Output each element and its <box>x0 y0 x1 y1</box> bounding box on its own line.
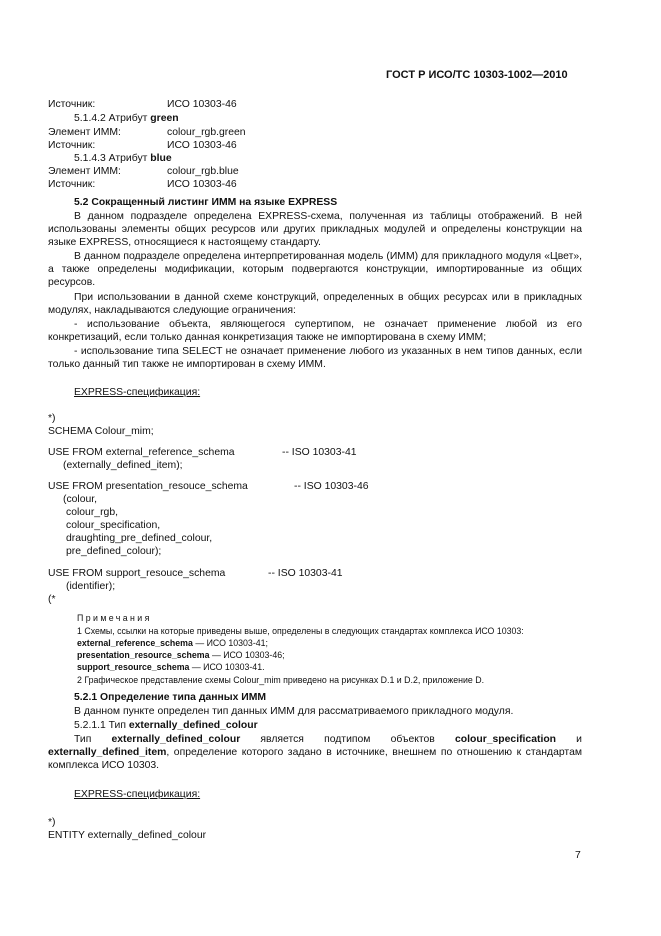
source-label: Источник: <box>48 140 96 151</box>
paragraph: В данном пункте определен тип данных ИММ для рассматриваемого прикладного модуля. <box>74 706 514 717</box>
attr-green-num: 5.1.4.2 <box>74 113 106 124</box>
code-line: draughting_pre_defined_colour, <box>66 533 213 544</box>
paragraph: В данном подразделе определена интерпретированная модель (ИММ) для прикладного модуля «Цвет», а также определены модификации, которым подвергаются конструкции, импортированные из общих ресурсов. <box>48 251 582 289</box>
note-1: 1 Схемы, ссылки на которые приведены выше, определены в следующих стандартах комплекса ИСО 10303: <box>77 626 524 636</box>
subsection-title: 5.2.1.1 Тип externally_defined_colour <box>74 720 258 731</box>
list-item: - использование типа SELECT не означает применение любого из указанных в нем типов данных, если только данный тип также не импортирован в схему ИММ. <box>48 346 582 371</box>
express-spec-label: EXPRESS-спецификация: <box>74 789 201 800</box>
source-label: Источник: <box>48 179 96 190</box>
code-line: (externally_defined_item); <box>63 460 183 471</box>
code-line: ENTITY externally_defined_colour <box>48 830 207 841</box>
paragraph: Тип externally_defined_colour является подтипом объектов colour_specification и externally_defined_item, определение которого задано в источнике, внешнем по отношению к стандартам комплекса ИСО 10303. <box>48 734 582 772</box>
code-line: *) <box>48 413 56 424</box>
note-ref: presentation_resource_schema — ИСО 10303-46; <box>77 650 285 660</box>
code-line: USE FROM presentation_resouce_schema <box>48 481 248 492</box>
section-title: 5.2 Сокращенный листинг ИММ на языке EXPRESS <box>74 197 338 208</box>
source-value: ИСО 10303-46 <box>167 99 237 110</box>
source-value: ИСО 10303-46 <box>167 140 237 151</box>
attr-green-heading <box>74 112 179 125</box>
element-label: Элемент ИММ: <box>48 127 121 138</box>
note-ref: external_reference_schema — ИСО 10303-41; <box>77 638 268 648</box>
note-2: 2 Графическое представление схемы Colour_mim приведено на рисунках D.1 и D.2, приложение D. <box>77 675 485 685</box>
section-title: 5.2.1 Определение типа данных ИММ <box>74 692 267 703</box>
code-line: colour_specification, <box>66 520 161 531</box>
code-line: pre_defined_colour); <box>66 546 162 557</box>
notes-title: Примечания <box>77 613 152 623</box>
element-label: Элемент ИММ: <box>48 166 121 177</box>
attr-blue-heading <box>74 152 172 165</box>
attr-blue-word: Атрибут <box>108 153 148 164</box>
code-comment: -- ISO 10303-41 <box>282 447 357 458</box>
code-comment: -- ISO 10303-46 <box>294 481 369 492</box>
attr-blue-num: 5.1.4.3 <box>74 153 106 164</box>
code-line: SCHEMA Colour_mim; <box>48 426 154 437</box>
code-line: USE FROM support_resouce_schema <box>48 568 226 579</box>
attr-blue-value: colour_rgb.blue <box>167 166 239 177</box>
list-item: - использование объекта, являющегося супертипом, не означает применение любой из его конкретизаций, если только данная конкретизация также не импортирована в схему ИММ; <box>48 319 582 344</box>
source-value: ИСО 10303-46 <box>167 179 237 190</box>
note-ref: support_resource_schema — ИСО 10303-41. <box>77 662 265 672</box>
code-line: *) <box>48 817 56 828</box>
code-line: colour_rgb, <box>66 507 118 518</box>
attr-blue-name: blue <box>150 153 172 164</box>
paragraph: В данном подразделе определена EXPRESS-схема, полученная из таблицы отображений. В ней использованы элементы общих ресурсов или других прикладных модулей и определены конструкции на языке EXPRESS, относящиеся к настоящему стандарту. <box>48 211 582 249</box>
standard-header: ГОСТ Р ИСО/ТС 10303-1002—2010 <box>386 69 568 81</box>
code-line: (colour, <box>63 494 98 505</box>
code-line: (identifier); <box>66 581 116 592</box>
page-number: 7 <box>575 850 581 861</box>
express-spec-label: EXPRESS-спецификация: <box>74 387 201 398</box>
attr-green-word: Атрибут <box>108 113 148 124</box>
code-comment: -- ISO 10303-41 <box>268 568 343 579</box>
paragraph: При использовании в данной схеме конструкций, определенных в общих ресурсах или в прикладных модулях, накладываются следующие ограничения: <box>48 292 582 317</box>
code-line: USE FROM external_reference_schema <box>48 447 235 458</box>
code-line: (* <box>48 594 56 605</box>
source-label: Источник: <box>48 99 96 110</box>
attr-green-value: colour_rgb.green <box>167 127 246 138</box>
attr-green-name: green <box>150 113 179 124</box>
